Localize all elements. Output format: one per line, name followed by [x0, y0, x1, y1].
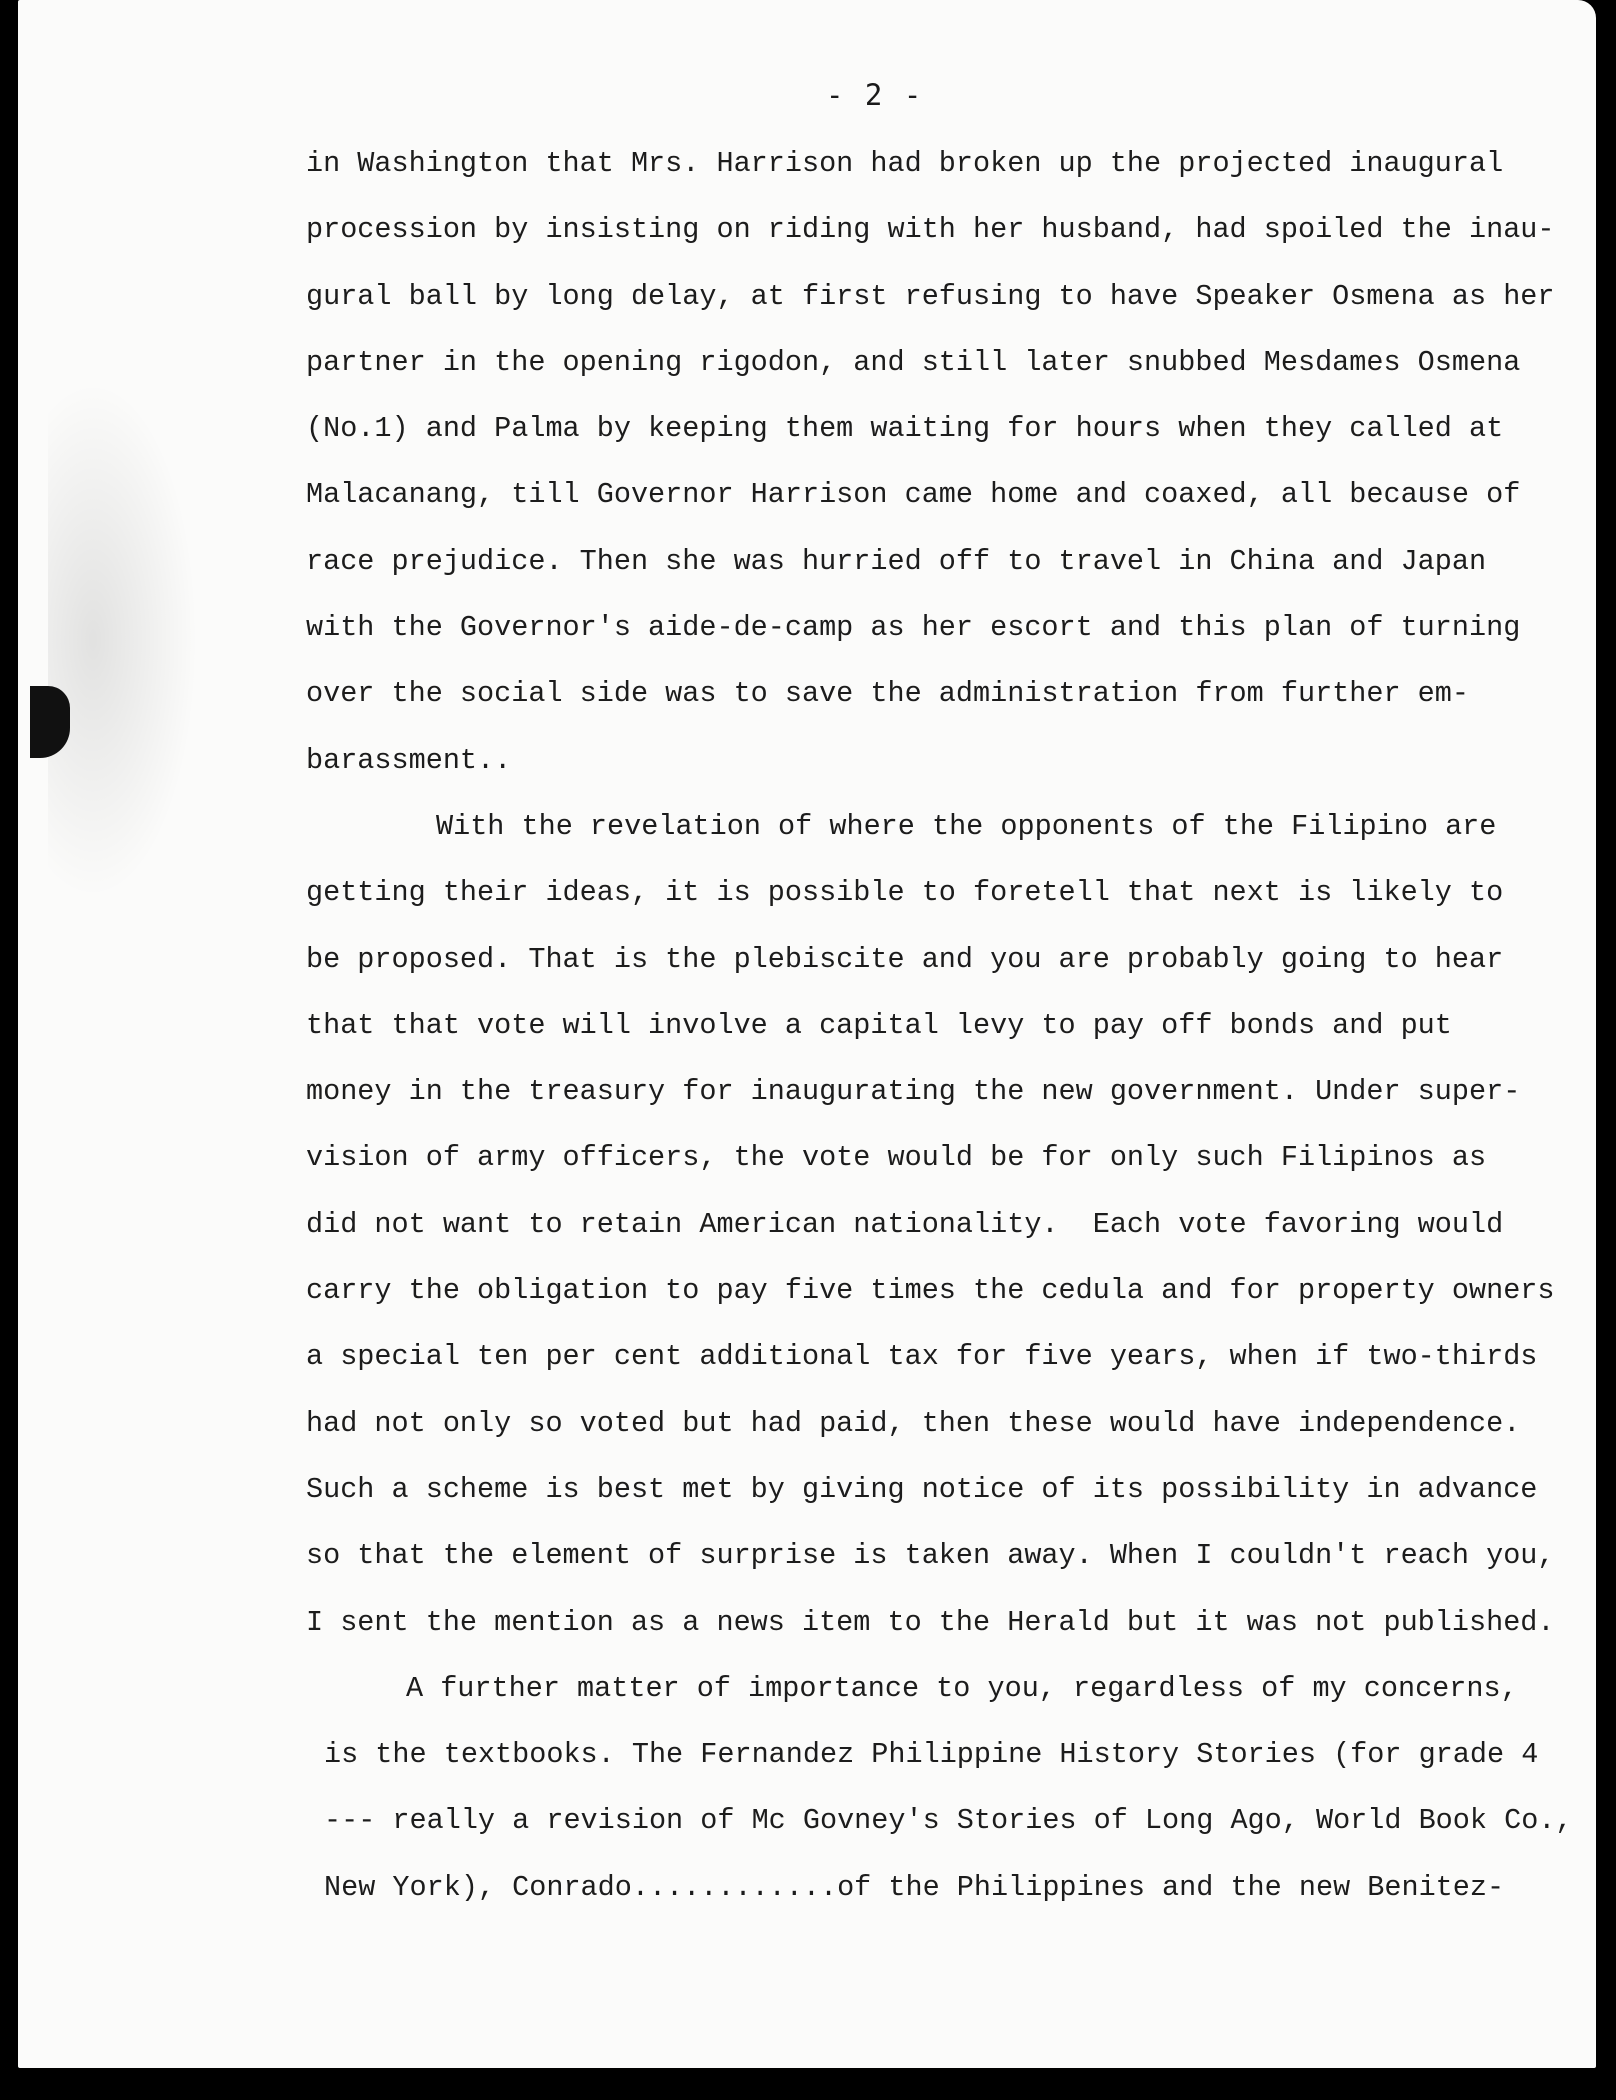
text-line: --- really a revision of Mc Govney's Stories of Long Ago, World Book Co.,: [324, 1804, 1573, 1838]
document-page: [18, 0, 1596, 2068]
scan-border-right: [1596, 0, 1616, 2100]
text-line: A further matter of importance to you, regardless of my concerns,: [406, 1671, 1518, 1705]
text-line: Malacanang, till Governor Harrison came home and coaxed, all because of: [306, 478, 1521, 512]
text-line: partner in the opening rigodon, and still later snubbed Mesdames Osmena: [306, 345, 1521, 379]
text-line: With the revelation of where the opponents of the Filipino are: [436, 809, 1497, 843]
text-line: New York), Conrado............of the Philippines and the new Benitez-: [324, 1870, 1505, 1904]
scan-noise: [48, 380, 198, 900]
text-line: race prejudice. Then she was hurried off to travel in China and Japan: [306, 544, 1487, 578]
text-line: in Washington that Mrs. Harrison had broken up the projected inaugural: [306, 147, 1504, 180]
text-line: over the social side was to save the administration from further em-: [306, 677, 1469, 711]
text-line: getting their ideas, it is possible to foretell that next is likely to: [306, 876, 1504, 910]
text-line: a special ten per cent additional tax for five years, when if two-thirds: [306, 1340, 1538, 1374]
text-line: barassment..: [306, 743, 512, 777]
page-number: - 2 -: [826, 78, 924, 112]
scan-border-bottom: [0, 2068, 1616, 2100]
text-line: gural ball by long delay, at first refusing to have Speaker Osmena as her: [306, 279, 1555, 313]
text-line: procession by insisting on riding with her husband, had spoiled the inau-: [306, 213, 1555, 247]
text-line: I sent the mention as a news item to the Herald but it was not published.: [306, 1605, 1555, 1639]
text-line: be proposed. That is the plebiscite and you are probably going to hear: [306, 942, 1504, 976]
text-line: is the textbooks. The Fernandez Philippine History Stories (for grade 4: [324, 1738, 1539, 1772]
body-text: [306, 140, 1573, 1930]
text-line: had not only so voted but had paid, then these would have independence.: [306, 1406, 1521, 1440]
text-line: so that the element of surprise is taken away. When I couldn't reach you,: [306, 1539, 1555, 1573]
text-line: (No.1) and Palma by keeping them waiting for hours when they called at: [306, 412, 1504, 446]
text-line: Such a scheme is best met by giving notice of its possibility in advance: [306, 1472, 1538, 1506]
text-line: vision of army officers, the vote would be for only such Filipinos as: [306, 1141, 1487, 1175]
text-line: did not want to retain American nationality. Each vote favoring would: [306, 1207, 1504, 1241]
text-line: carry the obligation to pay five times the cedula and for property owners: [306, 1274, 1555, 1308]
text-line: that that vote will involve a capital levy to pay off bonds and put: [306, 1008, 1452, 1042]
text-line: with the Governor's aide-de-camp as her escort and this plan of turning: [306, 611, 1521, 645]
text-line: money in the treasury for inaugurating the new government. Under super-: [306, 1075, 1521, 1109]
